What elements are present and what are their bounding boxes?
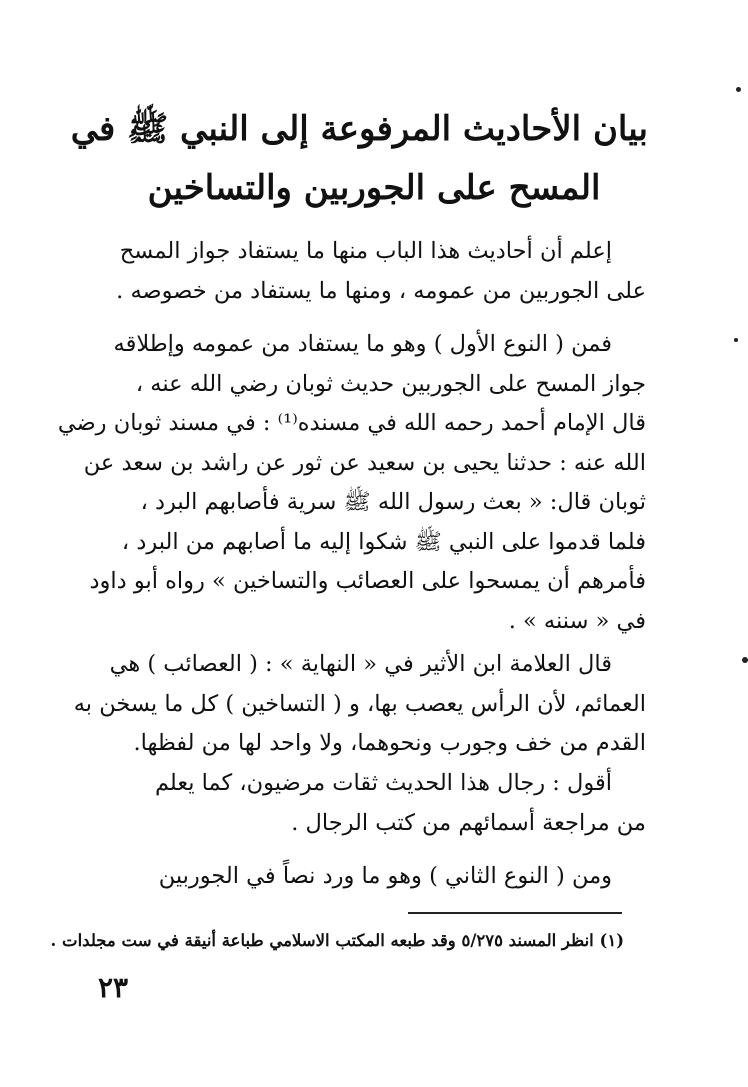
text-line: أقول : رجال هذا الحديث ثقات مرضيون، كما يعلم [154,770,612,796]
text-line: العمائم، لأن الرأس يعصب بها، و ( التساخين ) كل ما يسخن به [73,690,646,717]
paragraph-5 [96,857,646,897]
footnote-divider [408,912,622,914]
paragraph-4 [96,764,646,843]
scan-speck [734,338,738,342]
text-line: فأمرهم أن يمسحوا على العصائب والتساخين » رواه أبو داود [89,568,646,594]
text-line: إعلم أن أحاديث هذا الباب منها ما يستفاد جواز المسح [119,238,612,264]
paragraph-2 [57,325,646,641]
paragraph-3 [73,645,646,764]
footnote: (١) انظر المسند ٥/٢٧٥ وقد طبعه المكتب الاسلامي طباعة أنيقة في ست مجلدات . [50,931,624,950]
text-line: قال العلامة ابن الأثير في « النهاية » : ( العصائب ) هي [109,651,612,677]
text-line: فلما قدموا على النبي ﷺ شكوا إليه ما أصابهم من البرد ، [121,528,646,555]
text-line: على الجوربين من عمومه ، ومنها ما يستفاد من خصوصه . [116,277,646,304]
text-line: فمن ( النوع الأول ) وهو ما يستفاد من عمومه وإطلاقه [113,331,612,357]
scan-speck [742,657,748,663]
chapter-title-line-2: المسح على الجوربين والتساخين [147,168,601,208]
page-number: ٢٣ [98,971,129,1004]
text-line: القدم من خف وجورب ونحوهما، ولا واحد لها من لفظها. [133,730,646,756]
paragraph-1 [96,232,646,311]
scan-speck [736,87,741,92]
text-line: الله عنه : حدثنا يحيى بن سعيد عن ثور عن راشد بن سعد عن [83,449,646,476]
chapter-title-line-1: بيان الأحاديث المرفوعة إلى النبي ﷺ في [70,109,648,149]
text-line: ومن ( النوع الثاني ) وهو ما ورد نصاً في الجوربين [158,863,612,889]
text-line: ثوبان قال: « بعث رسول الله ﷺ سرية فأصابهم البرد ، [140,489,646,515]
text-line: في « سننه » . [508,607,646,634]
text-line: قال الإمام أحمد رحمه الله في مسنده⁽¹⁾ : في مسند ثوبان رضي [57,410,646,436]
text-line: جواز المسح على الجوربين حديث ثوبان رضي الله عنه ، [135,370,646,397]
text-line: من مراجعة أسمائهم من كتب الرجال . [291,809,646,836]
